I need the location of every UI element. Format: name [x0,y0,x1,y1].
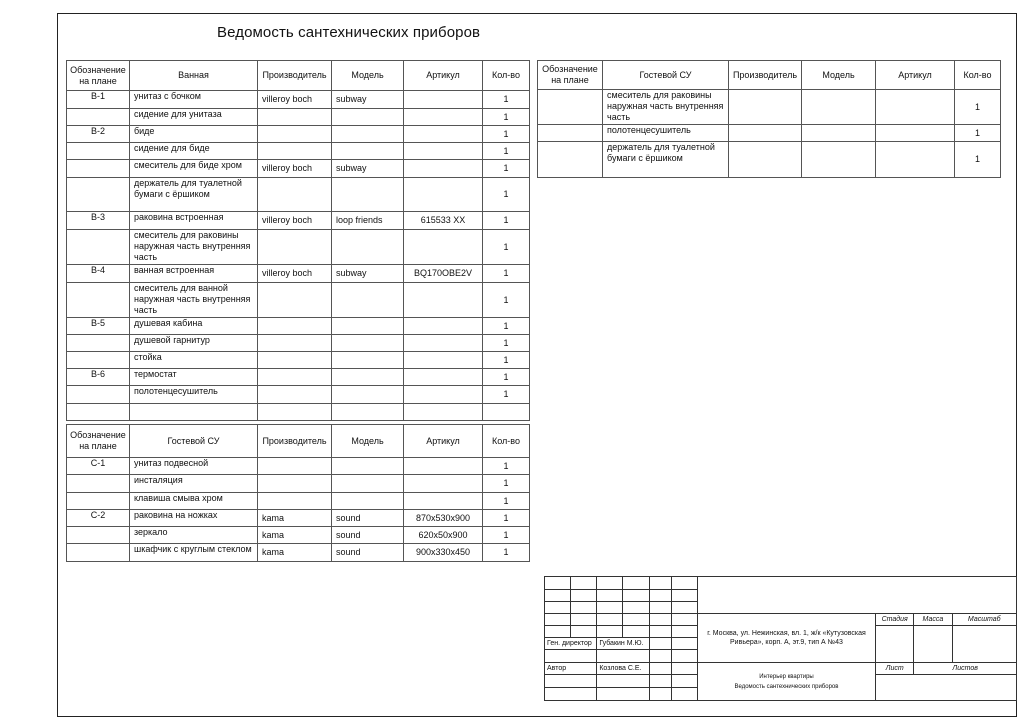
cell-model [332,458,404,475]
stamp-sheets-label: Листов [914,663,1017,675]
cell-item-name: смеситель для раковины наружная часть внутренняя часть [603,90,729,125]
cell-designation: С-1 [67,458,130,475]
cell-model [332,369,404,386]
cell-qty: 1 [483,126,530,143]
cell-item-name: смеситель для раковины наружная часть внутренняя часть [130,230,258,265]
cell-item-name: стойка [130,352,258,369]
cell-manufacturer [258,369,332,386]
table-row [67,544,530,562]
cell-model [332,493,404,510]
cell-manufacturer [258,318,332,335]
cell-model [332,109,404,126]
header-model: Модель [802,61,876,90]
stamp-stage-value [876,626,914,663]
cell-item-name: держатель для туалетной бумаги с ёршиком [603,142,729,178]
cell-model: loop friends [332,212,404,230]
stamp-gen-dir-name: Губакин М.Ю. [597,638,649,650]
cell-manufacturer: villeroy boch [258,212,332,230]
cell-model [332,283,404,318]
bathroom-header-row [67,61,530,91]
cell-manufacturer [258,493,332,510]
cell-manufacturer [729,90,802,125]
cell-qty: 1 [483,335,530,352]
cell-manufacturer [258,283,332,318]
cell-item-name: раковина встроенная [130,212,258,230]
stamp-scale-value [952,626,1016,663]
cell-model [332,178,404,212]
cell-item-name: шкафчик с круглым стеклом [130,544,258,562]
cell-manufacturer [258,178,332,212]
cell-article: 870x530x900 [404,510,483,527]
guest-right-header-row [538,61,1001,90]
cell-model: sound [332,527,404,544]
table-row [67,126,530,143]
cell-model: sound [332,510,404,527]
cell-designation [538,142,603,178]
table-row [67,265,530,283]
table-row [67,369,530,386]
table-row [67,143,530,160]
header-article: Артикул [876,61,955,90]
cell-qty: 1 [483,160,530,178]
cell-article [404,109,483,126]
cell-designation [538,90,603,125]
cell-designation [67,160,130,178]
cell-article [404,126,483,143]
cell-qty: 1 [483,352,530,369]
stamp-row [545,614,1017,626]
cell-item-name: раковина на ножках [130,510,258,527]
cell-article [404,283,483,318]
cell-qty: 1 [483,178,530,212]
cell-manufacturer [258,352,332,369]
cell-model: subway [332,91,404,109]
cell-item-name: термостат [130,369,258,386]
header-designation: Обозначение на плане [538,61,603,90]
cell-article [404,160,483,178]
header-qty: Кол-во [483,61,530,91]
header-model: Модель [332,425,404,458]
header-qty: Кол-во [955,61,1001,90]
cell-qty: 1 [483,458,530,475]
cell-item-name: смеситель для ванной наружная часть внутренняя часть [130,283,258,318]
cell-designation [67,109,130,126]
guest-header-row [67,425,530,458]
header-designation: Обозначение на плане [67,61,130,91]
cell-manufacturer [729,125,802,142]
cell-article [404,352,483,369]
cell-item-name: ванная встроенная [130,265,258,283]
table-row [67,404,530,421]
table-row [67,510,530,527]
header-room-bathroom: Ванная [130,61,258,91]
cell-model [332,475,404,493]
guest-right-table [537,60,1001,178]
stamp-gen-dir-label: Ген. директор [545,638,597,650]
cell-designation: В-4 [67,265,130,283]
cell-qty: 1 [483,493,530,510]
cell-designation [67,283,130,318]
cell-article [404,91,483,109]
cell-qty: 1 [483,369,530,386]
header-designation: Обозначение на плане [67,425,130,458]
cell-qty: 1 [955,90,1001,125]
cell-designation [67,386,130,404]
cell-item-name [130,404,258,421]
table-row [67,318,530,335]
cell-article: 900x330x450 [404,544,483,562]
cell-article [876,90,955,125]
cell-qty: 1 [483,143,530,160]
cell-qty: 1 [483,475,530,493]
cell-item-name: душевая кабина [130,318,258,335]
cell-designation [67,493,130,510]
table-row [67,335,530,352]
cell-manufacturer: kama [258,527,332,544]
cell-manufacturer [258,404,332,421]
cell-designation [67,544,130,562]
cell-qty: 1 [483,510,530,527]
cell-item-name: сидение для унитаза [130,109,258,126]
guest-table [66,424,530,562]
table-row [67,91,530,109]
cell-item-name: полотенцесушитель [130,386,258,404]
cell-manufacturer [258,126,332,143]
header-room-guest: Гостевой СУ [130,425,258,458]
table-row [67,212,530,230]
cell-model: subway [332,160,404,178]
cell-manufacturer: villeroy boch [258,91,332,109]
cell-qty: 1 [483,386,530,404]
stamp-sheet-label: Лист [876,663,914,675]
header-model: Модель [332,61,404,91]
cell-qty: 1 [483,230,530,265]
cell-model [332,352,404,369]
cell-item-name: полотенцесушитель [603,125,729,142]
stamp-project [697,663,875,701]
cell-qty: 1 [483,318,530,335]
table-row [67,283,530,318]
bathroom-table [66,60,530,421]
stamp-row [545,663,1017,675]
cell-qty: 1 [483,212,530,230]
table-row [67,493,530,510]
cell-qty: 1 [483,544,530,562]
table-row [67,458,530,475]
cell-item-name: сидение для биде [130,143,258,160]
header-manufacturer: Производитель [258,61,332,91]
cell-article [876,142,955,178]
cell-manufacturer [258,386,332,404]
cell-designation: В-3 [67,212,130,230]
table-row [67,527,530,544]
stamp-mass-label: Масса [914,614,952,626]
header-article: Артикул [404,61,483,91]
stamp-scale-label: Масштаб [952,614,1016,626]
table-row [67,352,530,369]
cell-designation: В-1 [67,91,130,109]
cell-designation [67,230,130,265]
cell-designation: В-2 [67,126,130,143]
stamp-row [545,577,1017,590]
cell-model [332,126,404,143]
cell-model [802,125,876,142]
cell-manufacturer [729,142,802,178]
cell-qty: 1 [483,109,530,126]
cell-model: sound [332,544,404,562]
cell-article [876,125,955,142]
cell-manufacturer [258,335,332,352]
table-row [538,125,1001,142]
cell-designation: С-2 [67,510,130,527]
cell-model [332,386,404,404]
cell-designation [67,404,130,421]
table-row [538,142,1001,178]
stamp-author-name: Козлова С.Е. [597,663,649,675]
cell-qty: 1 [955,125,1001,142]
cell-designation [67,335,130,352]
stamp-stage-label: Стадия [876,614,914,626]
cell-article [404,493,483,510]
header-qty: Кол-во [483,425,530,458]
cell-article: 615533 XX [404,212,483,230]
table-row [67,386,530,404]
cell-item-name: держатель для туалетной бумаги с ёршиком [130,178,258,212]
header-article: Артикул [404,425,483,458]
cell-manufacturer [258,143,332,160]
cell-qty: 1 [483,527,530,544]
cell-qty: 1 [955,142,1001,178]
cell-article [404,143,483,160]
cell-model [332,143,404,160]
cell-item-name: унитаз с бочком [130,91,258,109]
cell-manufacturer [258,458,332,475]
cell-designation [67,352,130,369]
cell-item-name: клавиша смыва хром [130,493,258,510]
cell-designation: В-6 [67,369,130,386]
cell-model [802,90,876,125]
cell-item-name: душевой гарнитур [130,335,258,352]
cell-item-name: инсталяция [130,475,258,493]
cell-designation [67,527,130,544]
cell-item-name: биде [130,126,258,143]
page-title: Ведомость сантехнических приборов [217,24,481,41]
cell-item-name: смеситель для биде хром [130,160,258,178]
cell-article: 620x50x900 [404,527,483,544]
cell-article [404,318,483,335]
cell-article [404,404,483,421]
cell-qty: 1 [483,265,530,283]
cell-model [332,230,404,265]
cell-article [404,335,483,352]
stamp-author-label: Автор [545,663,597,675]
stamp-mass-value [914,626,952,663]
cell-manufacturer: villeroy boch [258,265,332,283]
cell-designation [538,125,603,142]
cell-qty [483,404,530,421]
cell-item-name: зеркало [130,527,258,544]
cell-qty: 1 [483,283,530,318]
cell-article [404,178,483,212]
cell-article [404,458,483,475]
cell-designation [67,178,130,212]
cell-manufacturer: kama [258,510,332,527]
cell-manufacturer [258,475,332,493]
table-row [538,90,1001,125]
cell-model [802,142,876,178]
cell-manufacturer: kama [258,544,332,562]
cell-article [404,369,483,386]
cell-article [404,230,483,265]
cell-manufacturer: villeroy boch [258,160,332,178]
table-row [67,109,530,126]
header-room-guest: Гостевой СУ [603,61,729,90]
cell-model [332,404,404,421]
cell-designation [67,475,130,493]
cell-designation: В-5 [67,318,130,335]
cell-designation [67,143,130,160]
cell-model [332,318,404,335]
table-row [67,178,530,212]
cell-article [404,386,483,404]
cell-manufacturer [258,230,332,265]
stamp-document-name: Ведомость сантехнических приборов [734,683,839,690]
cell-article: BQ170OBE2V [404,265,483,283]
stamp-address: г. Москва, ул. Нежинская, вл. 1, ж/к «Кутузовская Ривьера», корп. А, эт.9, тип А №43 [697,614,875,663]
title-block [544,576,1017,701]
cell-qty: 1 [483,91,530,109]
header-manufacturer: Производитель [258,425,332,458]
table-row [67,475,530,493]
cell-manufacturer [258,109,332,126]
cell-model [332,335,404,352]
cell-item-name: унитаз подвесной [130,458,258,475]
table-row [67,160,530,178]
header-manufacturer: Производитель [729,61,802,90]
cell-article [404,475,483,493]
cell-model: subway [332,265,404,283]
table-row [67,230,530,265]
stamp-project-title: Интерьер квартиры [759,673,814,680]
